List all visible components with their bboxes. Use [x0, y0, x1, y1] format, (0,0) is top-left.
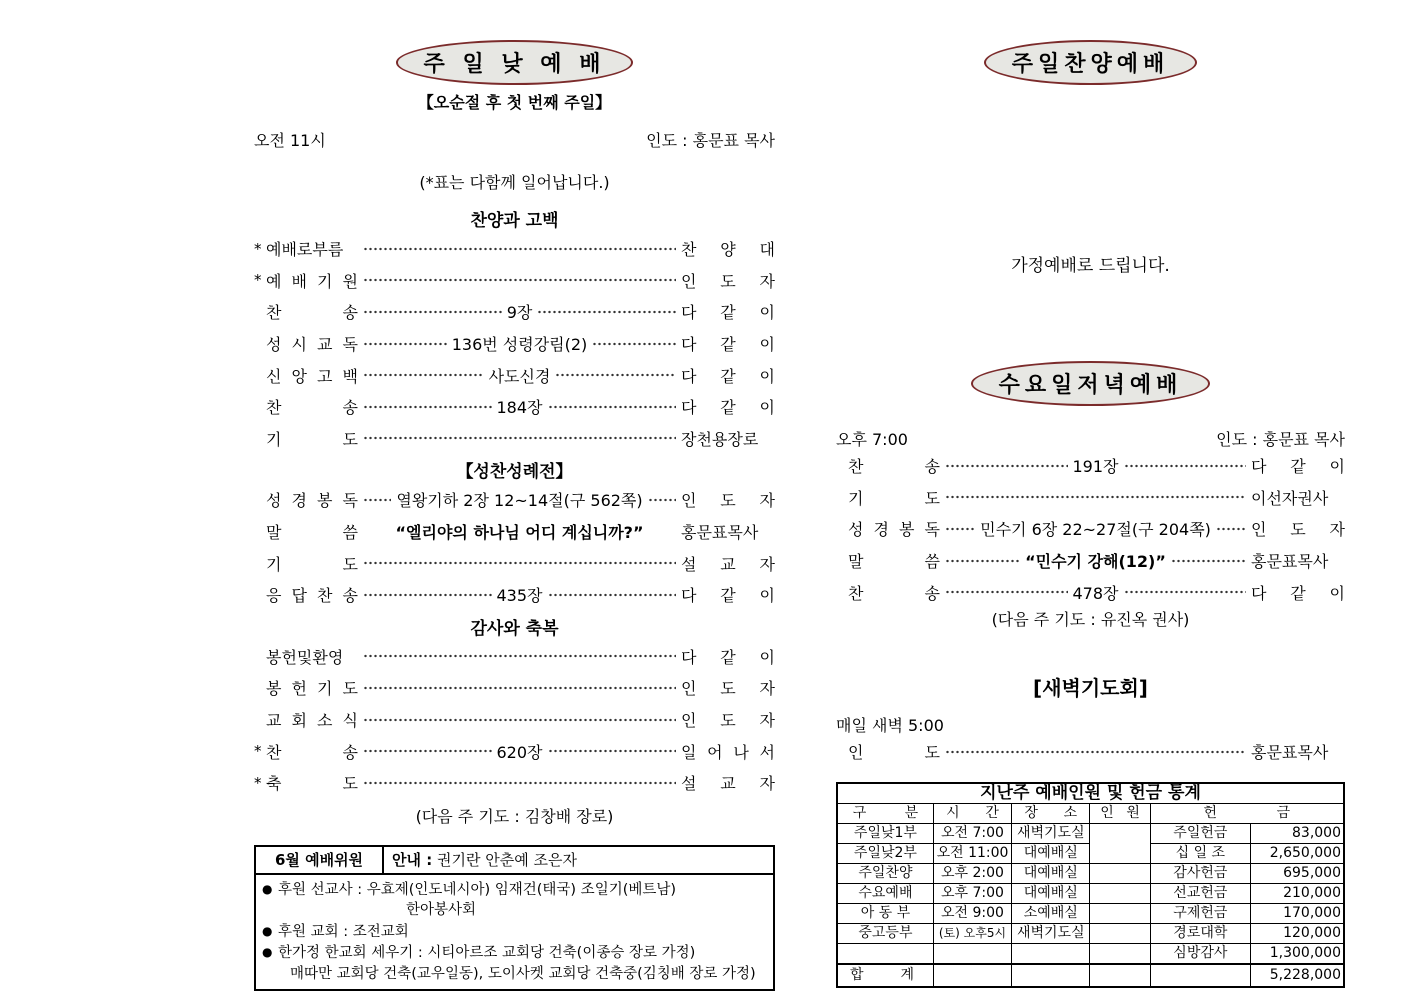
stats-offering-cell: 십 일 조	[1150, 843, 1250, 863]
section-heading: 감사와 축복	[470, 618, 559, 639]
stats-people-cell	[1090, 883, 1150, 903]
evening-services-panel	[836, 0, 1345, 988]
stats-time-cell: 오후 2:00	[933, 863, 1011, 883]
service-item-row	[254, 328, 775, 360]
committee-month-label: 6월 예배위원	[256, 847, 384, 873]
stats-place-cell: 새벽기도실	[1012, 823, 1090, 843]
stats-amount-cell: 170,000	[1251, 903, 1344, 923]
stats-people-cell	[1090, 903, 1150, 923]
dotted-leader	[945, 590, 1068, 594]
committee-box-body	[256, 875, 773, 990]
stats-time-cell: 오후 7:00	[933, 883, 1011, 903]
stats-amount-cell: 695,000	[1251, 863, 1344, 883]
item-assignee: 찬 양 대	[681, 240, 775, 260]
dotted-leader	[592, 342, 676, 346]
bullet-icon: ●	[262, 945, 273, 959]
dotted-leader	[648, 498, 676, 502]
stats-header-label: 시 간	[946, 804, 999, 821]
item-assignee: 다 같 이	[1251, 583, 1345, 603]
stats-data-row	[837, 943, 1344, 964]
item-assignee: 다 같 이	[681, 335, 776, 355]
star-mark: *	[254, 271, 262, 290]
dotted-leader	[945, 559, 1020, 563]
service-subtitle: 【오순절 후 첫 번째 주일】	[417, 93, 612, 112]
committee-line-text: 매따만 교회당 건축(교우일동), 도이사켓 교회당 건축중(김칭배 장로 가정)	[290, 965, 756, 982]
stats-name-cell: 아 동 부	[837, 903, 933, 923]
stats-time-cell: 오전 11:00	[933, 843, 1011, 863]
stats-total-label-text: 합 계	[850, 966, 914, 983]
stats-title-row	[837, 783, 1344, 804]
wednesday-time: 오후 7:00	[836, 430, 908, 449]
stats-header-cell	[1012, 803, 1090, 823]
notice-names: 권기란 안춘예 조은자	[436, 850, 577, 869]
item-detail: 184장	[496, 398, 543, 418]
item-label: 응 답 찬 송	[266, 586, 358, 606]
stats-name-cell: 중고등부	[837, 923, 933, 943]
dotted-leader	[945, 495, 1246, 499]
service-item-row	[254, 359, 775, 391]
stats-name-cell: 주일낮2부	[837, 843, 933, 863]
stats-place-cell	[1012, 943, 1090, 964]
dotted-leader	[363, 405, 492, 409]
service-item-row	[254, 265, 775, 297]
item-assignee: 인 도 자	[681, 679, 775, 699]
item-assignee: 다 같 이	[1251, 457, 1345, 477]
item-label: 찬 송	[848, 457, 940, 477]
item-label: 찬 송	[266, 398, 358, 418]
dotted-leader	[548, 749, 677, 753]
stand-note: (*표는 다함께 일어납니다.)	[419, 173, 610, 192]
item-detail: 478장	[1072, 583, 1119, 603]
service-item-row	[836, 450, 1345, 482]
dotted-leader	[363, 593, 492, 597]
service-item-row	[254, 579, 775, 611]
item-assignee: 장천용장로	[681, 429, 759, 449]
wednesday-service-title-oval	[971, 361, 1211, 406]
item-label: 예 배 기 원	[266, 271, 358, 291]
dotted-leader	[363, 342, 447, 346]
item-assignee: 다 같 이	[681, 586, 775, 606]
item-detail: “민수기 강해(12)”	[1025, 552, 1166, 572]
wednesday-leader: 인도 : 홍문표 목사	[1216, 430, 1345, 449]
item-label: 성 경 봉 독	[266, 491, 358, 511]
item-assignee: 홍문표목사	[1251, 552, 1329, 572]
stats-data-row	[837, 863, 1344, 883]
section-heading: 찬양과 고백	[470, 211, 559, 231]
service-item-row	[836, 513, 1345, 545]
section-heading: 【성찬성례전】	[456, 462, 573, 483]
stats-people-cell	[1090, 823, 1150, 863]
item-assignee: 홍문표목사	[681, 523, 759, 543]
dotted-leader	[363, 654, 676, 658]
committee-line	[262, 921, 767, 943]
service-item-row	[254, 233, 775, 265]
stats-name-cell: 주일찬양	[837, 863, 933, 883]
stats-offering-cell: 주일헌금	[1150, 823, 1250, 843]
stats-offering-cell: 선교헌금	[1150, 883, 1250, 903]
stats-offering-cell: 심방감사	[1150, 943, 1250, 964]
service-item-row	[254, 735, 775, 767]
item-assignee: 설 교 자	[681, 554, 775, 574]
item-label: 기 도	[848, 488, 940, 508]
stats-time-cell: (토) 오후5시	[933, 923, 1011, 943]
stats-data-row	[837, 883, 1344, 903]
dotted-leader	[363, 247, 676, 251]
item-detail: 사도신경	[488, 366, 551, 386]
item-assignee: 다 같 이	[681, 303, 776, 323]
stats-place-cell: 새벽기도실	[1012, 923, 1090, 943]
stats-title: 지난주 예배인원 및 헌금 통계	[837, 783, 1344, 804]
item-detail: 열왕기하 2장 12~14절(구 562쪽)	[396, 491, 643, 511]
service-item-row	[254, 767, 775, 799]
item-label: 성 경 봉 독	[848, 520, 940, 540]
item-detail: 435장	[496, 586, 543, 606]
stats-total-empty-cell	[1150, 964, 1250, 987]
item-assignee: 인 도 자	[681, 491, 776, 511]
dotted-leader	[537, 310, 676, 314]
dotted-leader	[548, 405, 677, 409]
item-label: 찬 송	[266, 742, 358, 762]
dotted-leader	[363, 278, 676, 282]
service-item-row	[254, 484, 775, 516]
service-item-row	[836, 545, 1345, 577]
dotted-leader	[1124, 590, 1247, 594]
service-item-row	[836, 736, 1345, 768]
stats-name-cell: 주일낮1부	[837, 823, 933, 843]
dotted-leader	[363, 781, 676, 785]
star-mark: *	[254, 773, 262, 792]
stats-people-cell	[1090, 943, 1150, 964]
service-item-row	[836, 482, 1345, 514]
item-label: 찬 송	[266, 303, 358, 323]
dotted-leader	[363, 436, 676, 440]
item-label: 기 도	[266, 554, 358, 574]
item-label: 성 시 교 독	[266, 335, 358, 355]
praise-service-title-oval	[984, 40, 1198, 85]
item-detail: “엘리야의 하나님 어디 계십니까?”	[395, 523, 644, 543]
stats-total-empty-cell	[933, 964, 1011, 987]
stats-data-row	[837, 903, 1344, 923]
stats-time-cell: 오전 7:00	[933, 823, 1011, 843]
item-detail: 민수기 6장 22~27절(구 204쪽)	[980, 520, 1211, 540]
committee-notice	[384, 847, 773, 873]
dotted-leader	[945, 464, 1068, 468]
stats-header-cell	[1090, 803, 1150, 823]
item-assignee: 설 교 자	[681, 774, 775, 794]
service-item-row	[254, 516, 775, 548]
stats-place-cell: 대예배실	[1012, 883, 1090, 903]
item-label: 말 씀	[266, 523, 358, 543]
stats-amount-cell: 1,300,000	[1251, 943, 1344, 964]
service-item-row	[254, 704, 775, 736]
stats-amount-cell: 120,000	[1251, 923, 1344, 943]
item-assignee: 인 도 자	[681, 711, 775, 731]
dotted-leader	[363, 686, 676, 690]
morning-service-panel	[254, 0, 775, 991]
stats-total-amount: 5,228,000	[1251, 964, 1344, 987]
star-mark: *	[254, 239, 262, 258]
service-title: 주 일 낮 예 배	[423, 52, 606, 77]
committee-line	[262, 900, 767, 921]
service-title-oval	[396, 40, 634, 85]
stats-total-empty-cell	[1012, 964, 1090, 987]
item-label: 축 도	[266, 774, 358, 794]
dotted-leader	[945, 527, 975, 531]
stats-people-cell	[1090, 863, 1150, 883]
stats-amount-cell: 83,000	[1251, 823, 1344, 843]
dawn-prayer-time: 매일 새벽 5:00	[836, 715, 944, 735]
item-label: 말 씀	[848, 552, 940, 572]
item-detail: 136번 성령강림(2)	[451, 335, 588, 355]
offering-stats-table	[836, 782, 1345, 988]
stats-data-row	[837, 923, 1344, 943]
stats-offering-cell: 경로대학	[1150, 923, 1250, 943]
dotted-leader	[1171, 559, 1246, 563]
dotted-leader	[363, 749, 492, 753]
wednesday-order-of-worship	[836, 450, 1345, 608]
stats-time-cell: 오전 9:00	[933, 903, 1011, 923]
stats-total-empty-cell	[1090, 964, 1150, 987]
stats-place-cell: 대예배실	[1012, 863, 1090, 883]
item-label: 기 도	[266, 429, 358, 449]
service-item-row	[254, 547, 775, 579]
stats-total-row	[837, 964, 1344, 987]
stats-header-label: 구 분	[852, 804, 919, 821]
dotted-leader	[363, 310, 502, 314]
item-assignee: 인 도 자	[1251, 520, 1345, 540]
service-item-row	[254, 391, 775, 423]
stats-header-label: 헌 금	[1203, 804, 1291, 821]
dawn-prayer-row	[836, 736, 1345, 768]
service-item-row	[836, 576, 1345, 608]
stats-header-row	[837, 803, 1344, 823]
star-mark: *	[254, 742, 262, 761]
dotted-leader	[945, 750, 1246, 754]
dotted-leader	[363, 373, 484, 377]
item-assignee: 이선자권사	[1251, 488, 1329, 508]
item-assignee: 다 같 이	[681, 398, 775, 418]
committee-line-text: 한가정 한교회 세우기 : 시티아르조 교회당 건축(이종승 장로 가정)	[278, 945, 696, 961]
item-assignee: 인 도 자	[681, 271, 775, 291]
stats-header-cell	[837, 803, 933, 823]
praise-service-title: 주일찬양예배	[1011, 52, 1170, 77]
item-label: 인 도	[848, 743, 940, 763]
dotted-leader	[548, 593, 677, 597]
dotted-leader	[363, 718, 676, 722]
item-label: 교 회 소 식	[266, 711, 358, 731]
item-assignee: 일 어 나 서	[681, 742, 775, 762]
next-week-prayer-note: (다음 주 기도 : 김창배 장로)	[415, 806, 614, 826]
stats-name-cell: 수요예배	[837, 883, 933, 903]
dotted-leader	[363, 498, 391, 502]
item-label: 봉헌및환영	[266, 647, 344, 667]
service-item-row	[254, 296, 775, 328]
stats-header-label: 장 소	[1024, 804, 1078, 821]
stats-place-cell: 대예배실	[1012, 843, 1090, 863]
item-assignee: 다 같 이	[681, 647, 775, 667]
dotted-leader	[555, 373, 676, 377]
notice-label: 안내 :	[392, 850, 433, 869]
item-label: 신 앙 고 백	[266, 366, 358, 386]
item-label: 봉 헌 기 도	[266, 679, 358, 699]
stats-place-cell: 소예배실	[1012, 903, 1090, 923]
committee-line-text: 한아봉사회	[406, 902, 477, 918]
service-time-row	[254, 131, 775, 151]
morning-order-of-worship	[254, 209, 775, 799]
item-assignee: 다 같 이	[681, 366, 776, 386]
service-item-row	[254, 423, 775, 455]
stats-time-cell	[933, 943, 1011, 964]
wednesday-time-row	[836, 430, 1345, 450]
committee-line	[262, 942, 767, 964]
service-item-row	[254, 672, 775, 704]
stats-people-cell	[1090, 923, 1150, 943]
item-detail: 620장	[496, 742, 543, 762]
committee-box-header	[256, 847, 773, 875]
item-label: 예배로부름	[266, 240, 344, 260]
dotted-leader	[363, 561, 676, 565]
committee-line	[262, 964, 767, 985]
committee-line-text: 후원 선교사 : 우효제(인도네시아) 임재건(태국) 조일기(베트남)	[278, 881, 677, 898]
dawn-prayer-heading: [새벽기도회]	[1033, 675, 1148, 700]
stats-offering-cell: 감사헌금	[1150, 863, 1250, 883]
stats-amount-cell: 2,650,000	[1251, 843, 1344, 863]
item-detail: 191장	[1072, 457, 1119, 477]
bullet-icon: ●	[262, 923, 273, 938]
home-worship-message: 가정예배로 드립니다.	[1011, 256, 1170, 276]
item-assignee: 홍문표목사	[1251, 743, 1329, 763]
wednesday-next-week-note: (다음 주 기도 : 유진옥 권사)	[991, 609, 1190, 629]
stats-header-cell	[933, 803, 1011, 823]
stats-name-cell	[837, 943, 933, 964]
dotted-leader	[1124, 464, 1247, 468]
stats-header-cell	[1150, 803, 1344, 823]
item-label: 찬 송	[848, 583, 940, 603]
stats-data-row	[837, 823, 1344, 843]
stats-offering-cell: 구제헌금	[1150, 903, 1250, 923]
item-detail: 9장	[506, 303, 533, 323]
service-item-row	[254, 641, 775, 673]
committee-line-text: 후원 교회 : 조전교회	[278, 923, 409, 940]
wednesday-service-title: 수요일저녁예배	[998, 373, 1183, 398]
committee-line	[262, 879, 767, 901]
committee-box	[254, 845, 775, 992]
stats-amount-cell: 210,000	[1251, 883, 1344, 903]
stats-header-label: 인 원	[1100, 804, 1140, 821]
bullet-icon: ●	[262, 881, 273, 896]
service-time: 오전 11시	[254, 131, 326, 150]
service-leader: 인도 : 홍문표 목사	[646, 131, 775, 150]
stats-total-label	[837, 964, 933, 987]
dotted-leader	[1216, 527, 1246, 531]
